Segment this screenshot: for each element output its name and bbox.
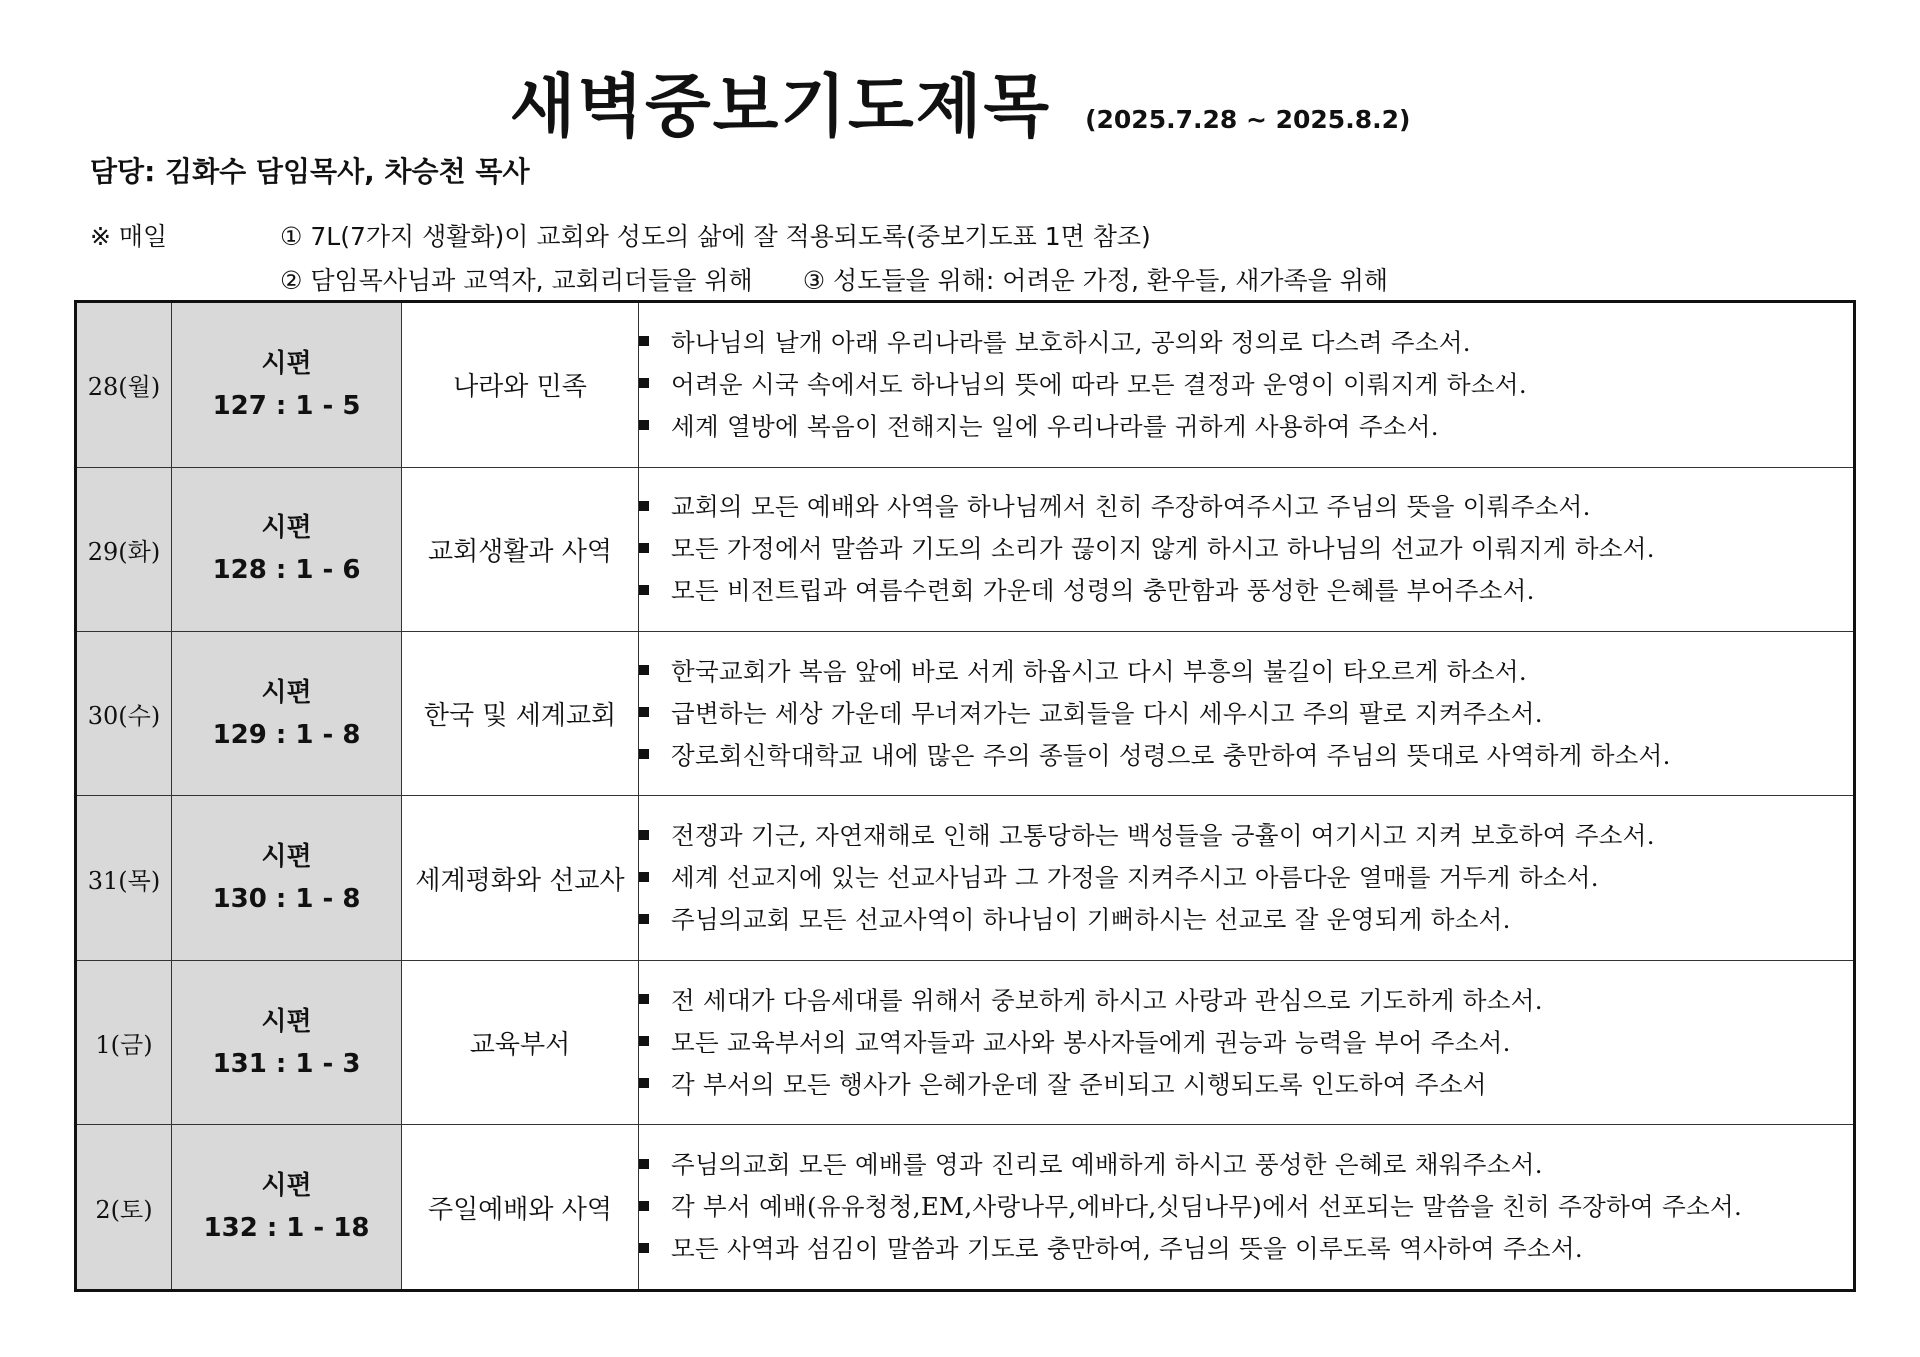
prayer-list (639, 1144, 1853, 1270)
scripture-book: 시편 (261, 513, 312, 544)
scripture-book: 시편 (261, 348, 312, 379)
prayer-item (639, 406, 1853, 448)
square-bullet-icon (639, 501, 649, 511)
prayer-item (639, 322, 1853, 364)
scripture-cell (172, 467, 402, 631)
scripture-book: 시편 (261, 842, 312, 873)
prayer-item (639, 735, 1853, 777)
day-cell: 30(수) (76, 632, 172, 796)
prayer-text: 세계 선교지에 있는 선교사님과 그 가정을 지켜주시고 아름다운 열매를 거두게 하소서. (671, 863, 1599, 893)
prayer-text: 각 부서 예배(유유청청,EM,사랑나무,에바다,싯딤나무)에서 선포되는 말씀을 친히 주장하여 주소서. (671, 1192, 1743, 1222)
prayer-list (639, 980, 1853, 1106)
scripture-verse: 127 : 1 - 5 (212, 390, 361, 421)
prayer-item (639, 1186, 1853, 1228)
schedule-row (76, 632, 1855, 796)
scripture-verse: 131 : 1 - 3 (212, 1048, 361, 1079)
daily-label: ※ 매일 (90, 222, 168, 251)
square-bullet-icon (639, 585, 649, 595)
prayer-text: 하나님의 날개 아래 우리나라를 보호하시고, 공의와 정의로 다스려 주소서. (671, 327, 1471, 357)
prayers-cell (639, 960, 1855, 1124)
day-cell: 31(목) (76, 796, 172, 960)
prayer-item (639, 486, 1853, 528)
in-charge: 담당: 김화수 담임목사, 차승천 목사 (90, 155, 530, 188)
schedule-row (76, 1125, 1855, 1291)
day-cell: 1(금) (76, 960, 172, 1124)
daily-item-2: ② 담임목사님과 교역자, 교회리더들을 위해 (280, 266, 753, 295)
square-bullet-icon (639, 378, 649, 388)
prayers-cell (639, 632, 1855, 796)
prayers-cell (639, 467, 1855, 631)
prayer-text: 모든 가정에서 말씀과 기도의 소리가 끊이지 않게 하시고 하나님의 선교가 이뤄지게 하소서. (671, 534, 1655, 564)
schedule-row (76, 796, 1855, 960)
square-bullet-icon (639, 1243, 649, 1253)
square-bullet-icon (639, 707, 649, 717)
square-bullet-icon (639, 1159, 649, 1169)
prayer-item (639, 857, 1853, 899)
square-bullet-icon (639, 830, 649, 840)
square-bullet-icon (639, 872, 649, 882)
prayer-text: 어려운 시국 속에서도 하나님의 뜻에 따라 모든 결정과 운영이 이뤄지게 하소서. (671, 369, 1527, 399)
daily-item-1: ① 7L(7가지 생활화)이 교회와 성도의 삶에 잘 적용되도록(중보기도표 1면 참조) (280, 222, 1151, 251)
prayer-text: 한국교회가 복음 앞에 바로 서게 하옵시고 다시 부흥의 불길이 타오르게 하소서. (671, 656, 1527, 686)
prayer-item (639, 651, 1853, 693)
prayer-item (639, 980, 1853, 1022)
square-bullet-icon (639, 749, 649, 759)
prayer-schedule-table (74, 300, 1856, 1292)
day-cell: 29(화) (76, 467, 172, 631)
prayers-cell (639, 796, 1855, 960)
square-bullet-icon (639, 665, 649, 675)
scripture-cell (172, 796, 402, 960)
prayer-item (639, 1228, 1853, 1270)
square-bullet-icon (639, 336, 649, 346)
prayers-cell (639, 302, 1855, 468)
square-bullet-icon (639, 1036, 649, 1046)
prayer-list (639, 651, 1853, 777)
prayer-list (639, 486, 1853, 612)
prayer-item (639, 693, 1853, 735)
prayer-text: 전쟁과 기근, 자연재해로 인해 고통당하는 백성들을 긍휼이 여기시고 지켜 보호하여 주소서. (671, 821, 1655, 851)
prayer-text: 모든 교육부서의 교역자들과 교사와 봉사자들에게 권능과 능력을 부어 주소서. (671, 1027, 1511, 1057)
square-bullet-icon (639, 994, 649, 1004)
prayer-item (639, 570, 1853, 612)
prayer-text: 모든 비전트립과 여름수련회 가운데 성령의 충만함과 풍성한 은혜를 부어주소서. (671, 576, 1535, 606)
scripture-cell (172, 632, 402, 796)
square-bullet-icon (639, 1078, 649, 1088)
prayer-text: 주님의교회 모든 예배를 영과 진리로 예배하게 하시고 풍성한 은혜로 채워주소서. (671, 1150, 1543, 1180)
topic-cell: 주일예배와 사역 (402, 1125, 639, 1291)
prayer-item (639, 528, 1853, 570)
prayer-text: 급변하는 세상 가운데 무너져가는 교회들을 다시 세우시고 주의 팔로 지켜주소서. (671, 698, 1543, 728)
topic-cell: 세계평화와 선교사 (402, 796, 639, 960)
topic-cell: 교회생활과 사역 (402, 467, 639, 631)
prayer-item (639, 1064, 1853, 1106)
prayer-list (639, 815, 1853, 941)
prayer-text: 장로회신학대학교 내에 많은 주의 종들이 성령으로 충만하여 주님의 뜻대로 사역하게 하소서. (671, 740, 1671, 770)
square-bullet-icon (639, 914, 649, 924)
scripture-book: 시편 (261, 1006, 312, 1037)
scripture-verse: 129 : 1 - 8 (212, 719, 361, 750)
prayer-item (639, 1144, 1853, 1186)
prayers-cell (639, 1125, 1855, 1291)
prayer-text: 모든 사역과 섬김이 말씀과 기도로 충만하여, 주님의 뜻을 이루도록 역사하여 주소서. (671, 1234, 1583, 1264)
square-bullet-icon (639, 543, 649, 553)
schedule-row (76, 960, 1855, 1124)
page-title: 새벽중보기도제목 (509, 68, 1052, 147)
schedule-row (76, 302, 1855, 468)
day-cell: 28(월) (76, 302, 172, 468)
scripture-verse: 128 : 1 - 6 (212, 555, 361, 586)
topic-cell: 나라와 민족 (402, 302, 639, 468)
topic-cell: 교육부서 (402, 960, 639, 1124)
prayer-text: 주님의교회 모든 선교사역이 하나님이 기뻐하시는 선교로 잘 운영되게 하소서. (671, 905, 1511, 935)
prayer-item (639, 1022, 1853, 1064)
scripture-cell (172, 1125, 402, 1291)
prayer-item (639, 815, 1853, 857)
prayer-list (639, 322, 1853, 448)
scripture-cell (172, 302, 402, 468)
date-range: (2025.7.28 ~ 2025.8.2) (1085, 105, 1411, 134)
scripture-book: 시편 (261, 1171, 312, 1202)
prayer-text: 전 세대가 다음세대를 위해서 중보하게 하시고 사랑과 관심으로 기도하게 하소서. (671, 985, 1543, 1015)
scripture-verse: 132 : 1 - 18 (203, 1213, 370, 1244)
scripture-verse: 130 : 1 - 8 (212, 884, 361, 915)
topic-cell: 한국 및 세계교회 (402, 632, 639, 796)
prayer-item (639, 899, 1853, 941)
square-bullet-icon (639, 420, 649, 430)
schedule-row (76, 467, 1855, 631)
prayer-item (639, 364, 1853, 406)
prayer-text: 교회의 모든 예배와 사역을 하나님께서 친히 주장하여주시고 주님의 뜻을 이뤄주소서. (671, 492, 1591, 522)
day-cell: 2(토) (76, 1125, 172, 1291)
scripture-book: 시편 (261, 677, 312, 708)
title-row (0, 52, 1920, 147)
prayer-text: 세계 열방에 복음이 전해지는 일에 우리나라를 귀하게 사용하여 주소서. (671, 411, 1439, 441)
square-bullet-icon (639, 1201, 649, 1211)
daily-items-line-2 (280, 259, 1388, 303)
scripture-cell (172, 960, 402, 1124)
prayer-text: 각 부서의 모든 행사가 은혜가운데 잘 준비되고 시행되도록 인도하여 주소서 (671, 1069, 1487, 1099)
daily-item-3: ③ 성도들을 위해: 어려운 가정, 환우들, 새가족을 위해 (802, 266, 1389, 295)
